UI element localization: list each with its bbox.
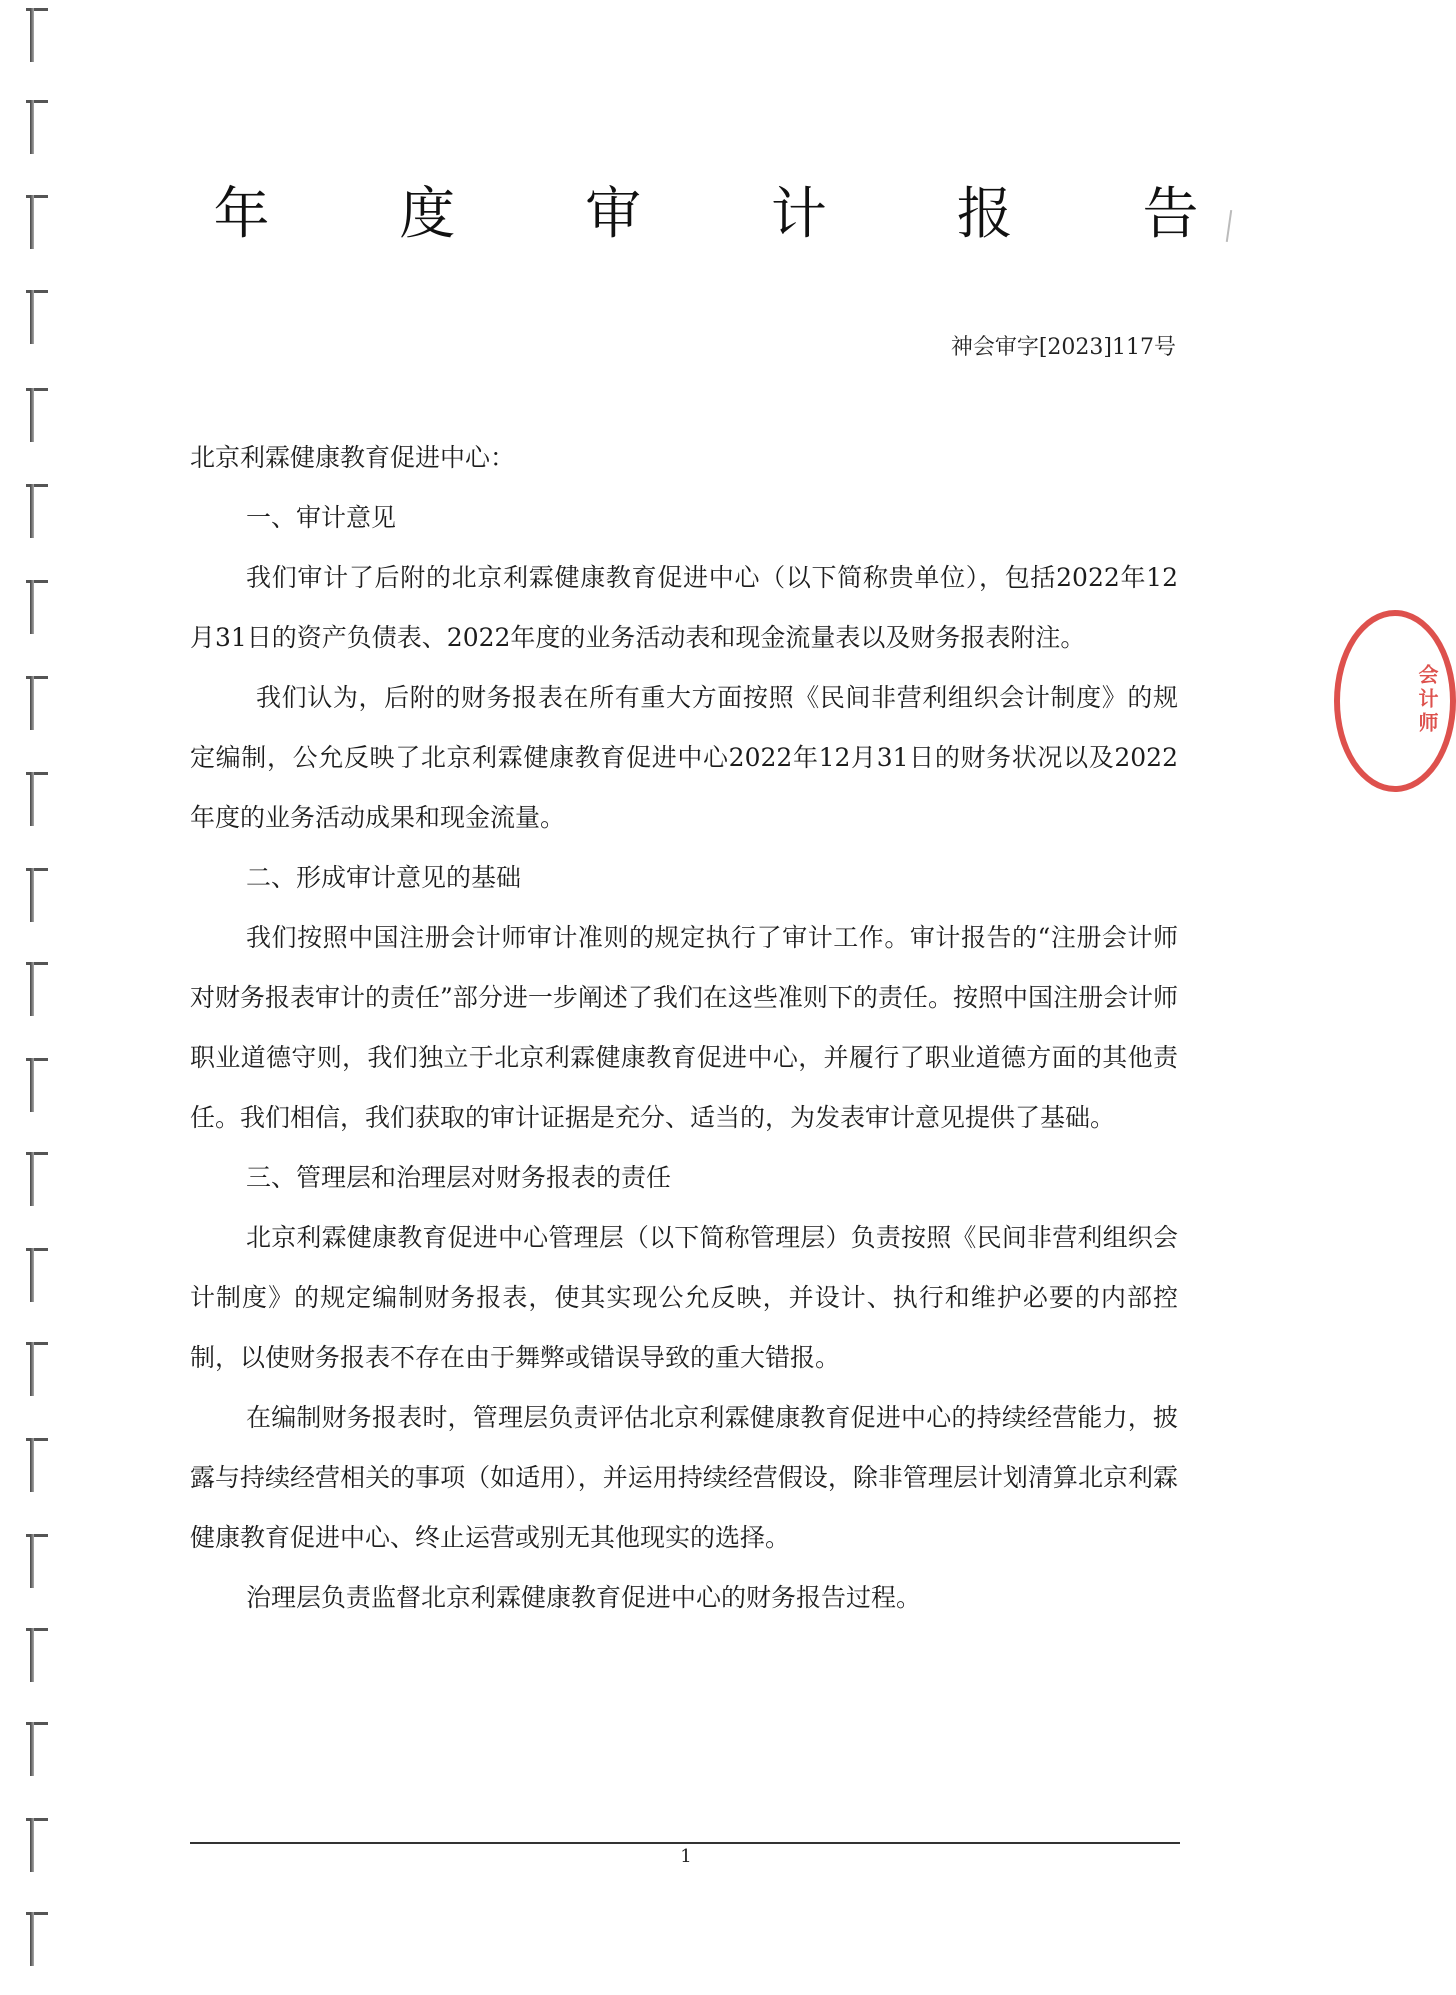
document-title: 年 度 审 计 报 告 <box>213 182 1255 247</box>
section-heading: 一、审计意见 <box>246 503 397 532</box>
binding-mark <box>26 1438 48 1492</box>
addressee: 北京利霖健康教育促进中心： <box>190 443 516 472</box>
binding-mark <box>26 1342 48 1396</box>
section-heading: 三、管理层和治理层对财务报表的责任 <box>246 1163 672 1192</box>
binding-mark <box>26 1912 48 1966</box>
binding-mark <box>26 868 48 922</box>
document-number: 神会审字[2023]117号 <box>950 335 1176 360</box>
binding-mark <box>26 1722 48 1776</box>
binding-mark <box>26 1152 48 1206</box>
binding-mark <box>26 100 48 154</box>
binding-mark <box>26 290 48 344</box>
binding-mark <box>26 580 48 634</box>
paragraph: 北京利霖健康教育促进中心管理层（以下简称管理层）负责按照《民间非营利组织会计制度》的规定编制财务报表，使其实现公允反映，并设计、执行和维护必要的内部控制，以使财务报表不存在由于舞弊或错误导致的重大错报。 <box>190 1223 1178 1372</box>
binding-mark <box>26 484 48 538</box>
paragraph: 我们审计了后附的北京利霖健康教育促进中心（以下简称贵单位），包括2022年12月31日的资产负债表、2022年度的业务活动表和现金流量表以及财务报表附注。 <box>190 563 1178 652</box>
binding-mark <box>26 1628 48 1682</box>
binding-mark <box>26 1058 48 1112</box>
paragraph: 我们按照中国注册会计师审计准则的规定执行了审计工作。审计报告的“注册会计师对财务报表审计的责任”部分进一步阐述了我们在这些准则下的责任。按照中国注册会计师职业道德守则，我们独立于北京利霖健康教育促进中心，并履行了职业道德方面的其他责任。我们相信，我们获取的审计证据是充分、适当的，为发表审计意见提供了基础。 <box>190 923 1178 1132</box>
section-heading: 二、形成审计意见的基础 <box>246 863 522 892</box>
binding-mark <box>26 8 48 62</box>
binding-mark <box>26 388 48 442</box>
footer-rule <box>190 1842 1180 1844</box>
binding-mark <box>26 676 48 730</box>
binding-mark <box>26 1534 48 1588</box>
seal-text: 会计师 <box>1415 664 1439 736</box>
paragraph: 治理层负责监督北京利霖健康教育促进中心的财务报告过程。 <box>246 1583 922 1612</box>
page-number: 1 <box>680 1846 692 1867</box>
paragraph: 在编制财务报表时，管理层负责评估北京利霖健康教育促进中心的持续经营能力，披露与持续经营相关的事项（如适用），并运用持续经营假设，除非管理层计划清算北京利霖健康教育促进中心、终止运营或别无其他现实的选择。 <box>190 1403 1178 1552</box>
binding-margin <box>26 0 50 1995</box>
official-seal <box>1334 610 1456 792</box>
binding-mark <box>26 962 48 1016</box>
binding-mark <box>26 1248 48 1302</box>
document-body <box>190 428 1178 1628</box>
paragraph: 我们认为，后附的财务报表在所有重大方面按照《民间非营利组织会计制度》的规定编制，公允反映了北京利霖健康教育促进中心2022年12月31日的财务状况以及2022年度的业务活动成果和现金流量。 <box>190 683 1178 832</box>
binding-mark <box>26 772 48 826</box>
